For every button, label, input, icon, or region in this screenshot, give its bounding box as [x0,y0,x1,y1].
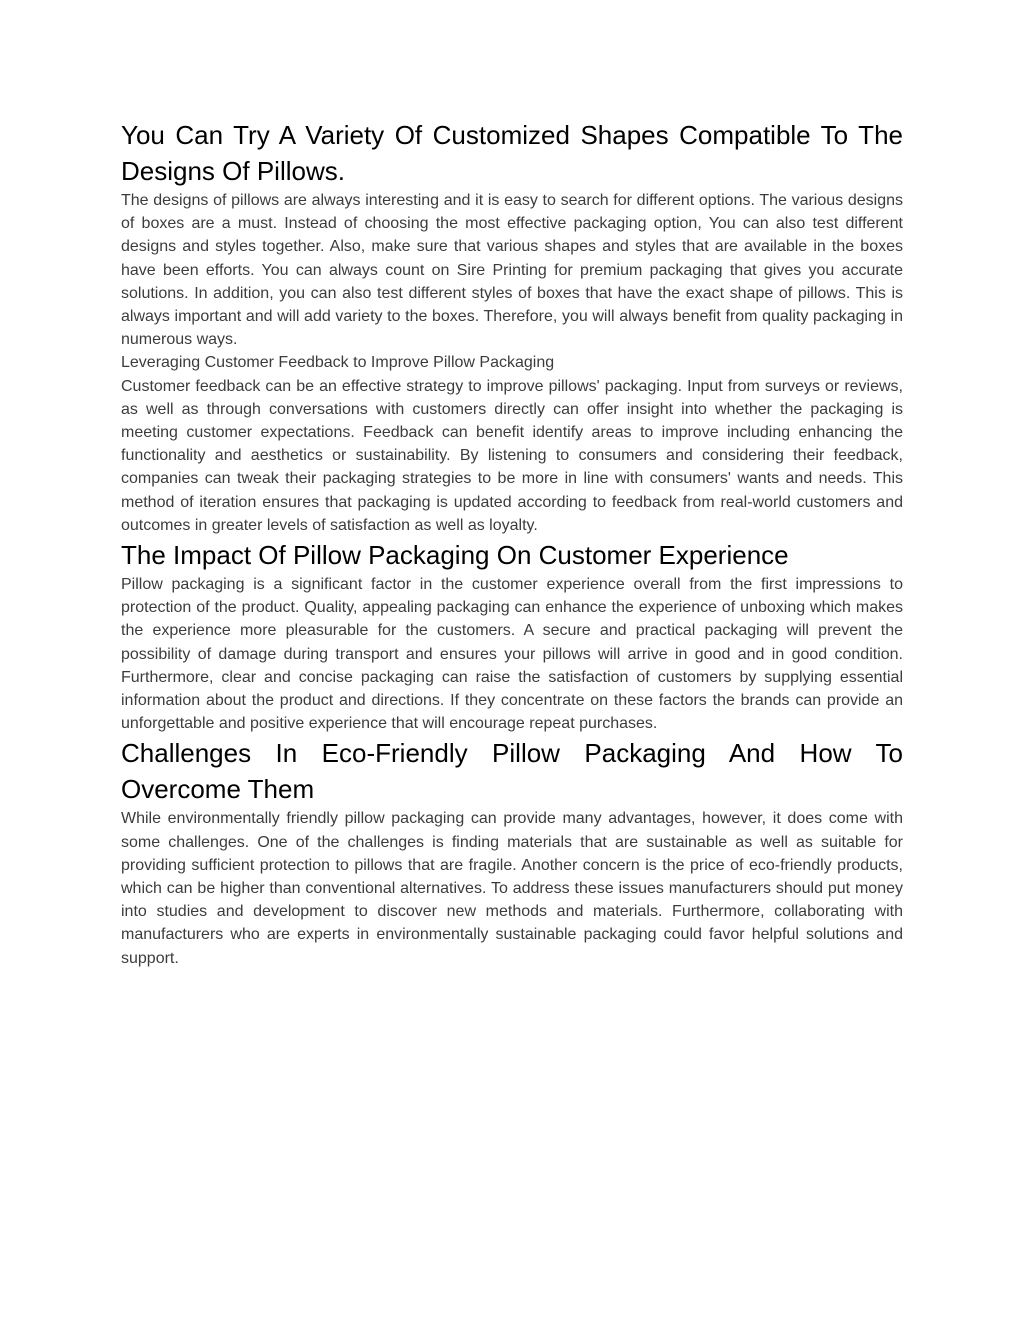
paragraph-customer-experience: Pillow packaging is a significant factor in the customer experience overall from the first impressions to protection of the product. Quality, appealing packaging can enhance the experience of unboxing which makes the experience more pleasurable for the customers. A secure and practical packaging will prevent the possibility of damage during transport and ensures your pillows will arrive in good and in good condition. Furthermore, clear and concise packaging can raise the satisfaction of customers by supplying essential information about the product and directions. If they concentrate on these factors the brands can provide an unforgettable and positive experience that will encourage repeat purchases. [121,576,903,733]
paragraph-eco-challenges: While environmentally friendly pillow packaging can provide many advantages, however, it does come with some challenges. One of the challenges is finding materials that are sustainable as well as suitable for providing sufficient protection to pillows that are fragile. Another concern is the price of eco-friendly products, which can be higher than conventional alternatives. To address these issues manufacturers should put money into studies and development to discover new methods and materials. Furthermore, collaborating with manufacturers who are experts in environmentally sustainable packaging could favor helpful solutions and support. [121,810,903,967]
document-page [121,117,903,970]
section-heading-customer-experience: The Impact Of Pillow Packaging On Customer Experience [121,540,789,571]
paragraph-pillow-designs: The designs of pillows are always interesting and it is easy to search for different options. The various designs of boxes are a must. Instead of choosing the most effective packaging option, You can also test different designs and styles together. Also, make sure that various shapes and styles that are available in the boxes have been efforts. You can always count on Sire Printing for premium packaging that gives you accurate solutions. In addition, you can also test different styles of boxes that have the exact shape of pillows. This is always important and will add variety to the boxes. Therefore, you will always benefit from quality packaging in numerous ways. [121,192,903,349]
section-heading-eco-challenges: Challenges In Eco-Friendly Pillow Packaging And How To Overcome Them [121,738,903,805]
paragraph-customer-feedback: Customer feedback can be an effective strategy to improve pillows' packaging. Input from surveys or reviews, as well as through conversations with customers directly can offer insight into whether the packaging is meeting customer expectations. Feedback can benefit identify areas to improve including enhancing the functionality and aesthetics or sustainability. By listening to consumers and considering their feedback, companies can tweak their packaging strategies to be more in line with consumers' wants and needs. This method of iteration ensures that packaging is updated according to feedback from real-world customers and outcomes in greater levels of satisfaction as well as loyalty. [121,377,903,534]
subheading-customer-feedback: Leveraging Customer Feedback to Improve Pillow Packaging [121,354,555,372]
section-heading-custom-shapes: You Can Try A Variety Of Customized Shapes Compatible To The Designs Of Pillows. [121,120,903,186]
